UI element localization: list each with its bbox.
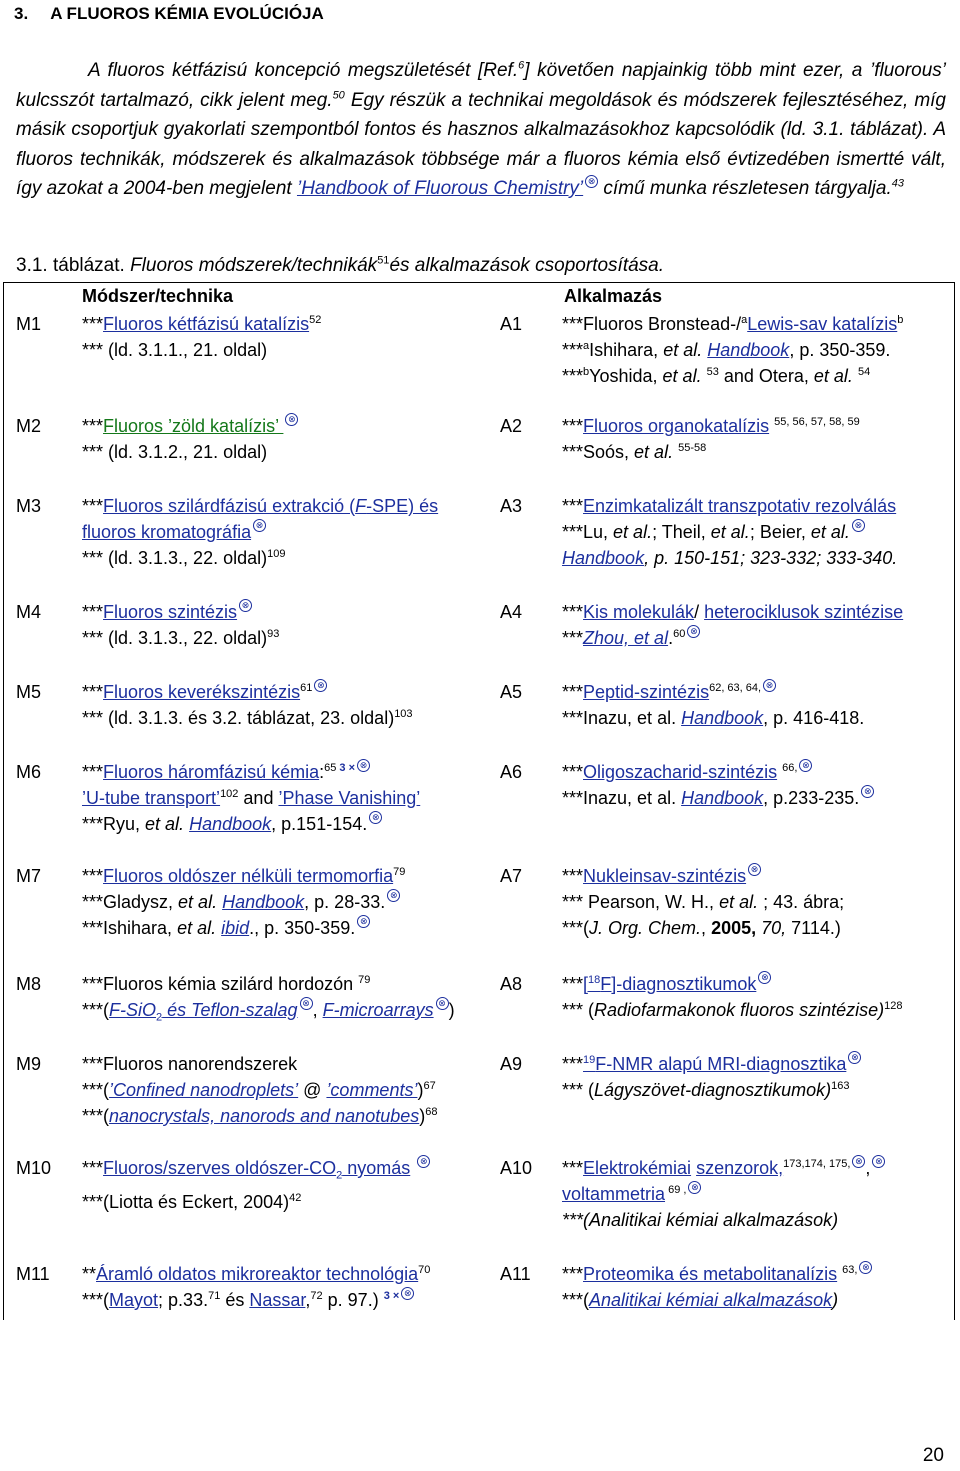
method-code: M5	[16, 682, 42, 702]
link-handbook[interactable]: Handbook	[707, 340, 790, 360]
reference-marker-icon[interactable]: ⊗	[748, 863, 761, 876]
reference-marker-icon[interactable]: ⊗	[357, 915, 370, 928]
m2-cell: ***Fluoros ’zöld katalízis’ ⊗ *** (ld. 3.1.2., 21. oldal)	[82, 413, 298, 465]
reference-marker-icon[interactable]: ⊗	[758, 971, 771, 984]
reference-marker-icon[interactable]: ⊗	[417, 1155, 430, 1168]
method-code: M3	[16, 496, 42, 516]
section-number: 3.	[14, 4, 29, 23]
m1-cell: ***Fluoros kétfázisú katalízis$^{52}$ *** (ld. 3.1.1., 21. oldal)	[82, 314, 322, 360]
a5-cell: ***Peptid-szintézis$^{62, 63, 64,}$ ⊗ ***Inazu, et al. Handbook, p. 416-418.	[562, 680, 865, 728]
link-handbook[interactable]: Handbook	[189, 814, 272, 834]
link-microarrays[interactable]: F-microarrays	[322, 1000, 434, 1020]
link-handbook[interactable]: Handbook	[681, 788, 764, 808]
handbook-link[interactable]: ’Handbook of Fluorous Chemistry’	[296, 178, 584, 199]
link-zhou[interactable]: Zhou, et al	[583, 628, 669, 648]
methods-table	[3, 282, 955, 1320]
a4-cell: ***Kis molekulák/ heterociklusok szintézise ***Zhou, et al.$^{60}$ ⊗	[562, 602, 904, 648]
reference-marker-icon[interactable]: ⊗	[687, 625, 700, 638]
link-microreactor[interactable]: Áramló oldatos mikroreaktor technológia	[96, 1264, 419, 1284]
reference-marker-icon[interactable]: ⊗	[300, 997, 313, 1010]
m8-cell: ***Fluoros kémia szilárd hordozón $^{79}$ ***(F-SiO$_2$ és Teflon-szalag ⊗ , F-microarrays ⊗ )	[82, 974, 455, 1024]
link-proteomics[interactable]: Proteomika és metabolitanalízis	[583, 1264, 838, 1284]
reference-marker-icon[interactable]: ⊗	[852, 519, 865, 532]
reference-marker-icon[interactable]: ⊗	[763, 679, 776, 692]
reference-marker-icon[interactable]: ⊗	[436, 997, 449, 1010]
link-ibid[interactable]: ibid	[221, 918, 250, 938]
link-fluorous-synthesis[interactable]: Fluoros szintézis	[103, 602, 238, 622]
reference-marker-icon[interactable]: ⊗	[872, 1155, 885, 1168]
table-caption: 3.1. táblázat. Fluoros módszerek/technikák$^{51}$és alkalmazások csoportosítása.	[16, 254, 665, 276]
method-code: M11	[16, 1264, 50, 1284]
link-enzymatic-resolution[interactable]: Enzimkatalizált transzpotativ rezolválás	[583, 496, 897, 516]
link-phase-vanishing[interactable]: ’Phase Vanishing’	[278, 788, 421, 808]
link-fspe[interactable]: Fluoros szilárdfázisú extrakció (F-SPE) és	[103, 496, 439, 516]
reference-marker-icon[interactable]: ⊗	[253, 519, 266, 532]
header-applications: Alkalmazás	[564, 286, 663, 306]
reference-marker-icon[interactable]: ⊗	[585, 175, 598, 188]
section-title: A FLUOROS KÉMIA EVOLÚCIÓJA	[50, 4, 324, 23]
method-code: M1	[16, 314, 42, 334]
application-code: A6	[500, 762, 523, 782]
reference-marker-icon[interactable]: ⊗	[848, 1051, 861, 1064]
link-nanocrystals[interactable]: nanocrystals, nanorods and nanotubes	[109, 1106, 420, 1126]
a3-cell: ***Enzimkatalizált transzpotativ rezolválás ***Lu, et al.; Theil, et al.; Beier, et al. ⊗ Handbook, p. 150-151; 323-332; 333-340.	[562, 496, 898, 568]
m11-cell: **Áramló oldatos mikroreaktor technológia$^{70}$ ***(Mayot; p.33.71 és Nassar,$^{72}$ p. 97.) $^{3 \times}$ ⊗	[82, 1264, 431, 1310]
link-oligosaccharide[interactable]: Oligoszacharid-szintézis	[583, 762, 778, 782]
link-mayot[interactable]: Mayot	[109, 1290, 159, 1310]
method-code: M4	[16, 602, 42, 622]
a1-cell: ***Fluoros Bronstead-/$^a$Lewis-sav katalízis$^b$ ***$^a$Ishihara, et al. Handbook, p. 350-359. ***$^b$Yoshida, et al. $^{53}$ and Otera, et al. $^{54}$	[562, 314, 904, 386]
link-organocatalysis[interactable]: Fluoros organokatalízis	[583, 416, 770, 436]
link-lewis-acid[interactable]: Lewis-sav katalízis	[747, 314, 898, 334]
link-handbook[interactable]: Handbook	[562, 548, 645, 568]
reference-marker-icon[interactable]: ⊗	[852, 1155, 865, 1168]
reference-marker-icon[interactable]: ⊗	[314, 679, 327, 692]
link-fluorous-biphasic[interactable]: Fluoros kétfázisú katalízis	[103, 314, 310, 334]
link-mixture-synthesis[interactable]: Fluoros keverékszintézis	[103, 682, 301, 702]
link-utube[interactable]: ’U-tube transport’	[82, 788, 221, 808]
application-code: A3	[500, 496, 523, 516]
m10-cell: ***Fluoros/szerves oldószer-$CO_2$ nyomás ⊗ ***(Liotta és Eckert, 2004)$^{42}$	[82, 1155, 430, 1215]
reference-marker-icon[interactable]: ⊗	[401, 1287, 414, 1300]
application-code: A9	[500, 1054, 523, 1074]
link-chromatography[interactable]: fluoros kromatográfia	[82, 522, 252, 542]
section-heading	[14, 4, 324, 24]
method-code: M2	[16, 416, 42, 436]
link-nucleic-acid[interactable]: Nukleinsav-szintézis	[583, 866, 747, 886]
reference-marker-icon[interactable]: ⊗	[387, 889, 400, 902]
a8-cell: ***[$^{18}$F]-diagnosztikumok ⊗ *** (Radiofarmakonok fluoros szintézise)$^{128}$	[562, 972, 903, 1020]
reference-marker-icon[interactable]: ⊗	[369, 811, 382, 824]
a10-cell: ***Elektrokémiai szenzorok,$^{173,174, 175,}$ ⊗ , ⊗ voltammetria $^{69 ,}$ ⊗ ***(Analitikai kémiai alkalmazások)	[562, 1155, 885, 1233]
reference-marker-icon[interactable]: ⊗	[688, 1181, 701, 1194]
reference-marker-icon[interactable]: ⊗	[239, 599, 252, 612]
m7-cell: ***Fluoros oldószer nélküli termomorfia$^{79}$ ***Gladysz, et al. Handbook, p. 28-33. ⊗ ***Ishihara, et al. ibid., p. 350-359. ⊗	[82, 866, 406, 938]
application-code: A8	[500, 974, 523, 994]
m6-cell: ***Fluoros háromfázisú kémia:$^{65}$ $^{3 \times}$ ⊗ ’U-tube transport’$^{102}$ and ’Phase Vanishing’ ***Ryu, et al. Handbook, p.151-154. ⊗	[82, 760, 421, 834]
method-code: M8	[16, 974, 42, 994]
application-code: A10	[500, 1158, 533, 1178]
link-analytical[interactable]: Analitikai kémiai alkalmazások	[589, 1290, 833, 1310]
application-code: A4	[500, 602, 523, 622]
application-code: A7	[500, 866, 523, 886]
link-handbook[interactable]: Handbook	[222, 892, 305, 912]
intro-paragraph: A fluoros kétfázisú koncepció megszületését [Ref.$^6$] követően napjainkig több mint ezer, a ’fluorous’ kulcsszót tartalmazó, cikk jelent meg.$^{50}$ Egy részük a technikai megoldások és módszerek fejlesztéséhez, míg másik csoportjuk gyakorlati szempontból fontos és hasznos alkalmazásokhoz kapcsolódik (ld. 3.1. táblázat). A fluoros technikák, módszerek és alkalmazások többsége már a fluoros kémia első évtizedében ismertté vált, így azokat a 2004-ben megjelent ’Handbook of Fluorous Chemistry’ ⊗ című munka részletesen tárgyalja.$^{43}$	[16, 59, 947, 199]
a11-cell: ***Proteomika és metabolitanalízis $^{63,}$ ⊗ ***(Analitikai kémiai alkalmazások)	[562, 1261, 872, 1313]
link-electrochemical[interactable]: Elektrokémiai	[583, 1158, 692, 1178]
application-code: A11	[500, 1264, 531, 1284]
reference-marker-icon[interactable]: ⊗	[357, 759, 370, 772]
link-18f-diagnostics[interactable]: [$^{18}$F]-diagnosztikumok	[583, 974, 757, 994]
link-handbook[interactable]: Handbook	[681, 708, 764, 728]
link-small-molecules[interactable]: Kis molekulák	[583, 602, 695, 622]
method-code: M7	[16, 866, 42, 886]
link-co2-pressure[interactable]: Fluoros/szerves oldószer-$CO_2$ nyomás	[103, 1158, 411, 1182]
link-fsio2[interactable]: F-SiO$_2$ és Teflon-szalag	[109, 1000, 298, 1024]
a2-cell: ***Fluoros organokatalízis $^{55, 56, 57, 58, 59}$ ***Soós, et al. $^{55-58}$	[562, 416, 860, 462]
reference-marker-icon[interactable]: ⊗	[861, 785, 874, 798]
m3-cell: ***Fluoros szilárdfázisú extrakció (F-SPE) és fluoros kromatográfia ⊗ *** (ld. 3.1.3., 22. oldal)$^{109}$	[82, 496, 439, 568]
m4-cell: ***Fluoros szintézis ⊗ *** (ld. 3.1.3., 22. oldal)$^{93}$	[82, 600, 280, 648]
link-peptide-synthesis[interactable]: Peptid-szintézis	[583, 682, 710, 702]
link-triphasic[interactable]: Fluoros háromfázisú kémia	[103, 762, 320, 782]
link-comments[interactable]: ’comments’	[326, 1080, 418, 1100]
application-code: A5	[500, 682, 523, 702]
method-code: M10	[16, 1158, 52, 1178]
reference-marker-icon[interactable]: ⊗	[799, 759, 812, 772]
a7-cell: ***Nukleinsav-szintézis ⊗ *** Pearson, W. H., et al. ; 43. ábra; ***(J. Org. Chem., 2005, 70, 7114.)	[562, 864, 845, 938]
a6-cell: ***Oligoszacharid-szintézis $^{66,}$ ⊗ ***Inazu, et al. Handbook, p.233-235. ⊗	[562, 759, 874, 811]
m9-cell: ***Fluoros nanorendszerek ***(’Confined nanodroplets’ @ ’comments’)$^{67}$ ***(nanocrystals, nanorods and nanotubes)$^{68}$	[82, 1054, 438, 1126]
method-code: M6	[16, 762, 42, 782]
reference-marker-icon[interactable]: ⊗	[285, 413, 298, 426]
link-heterocycles[interactable]: heterociklusok szintézise	[704, 602, 904, 622]
link-voltammetry[interactable]: voltammetria	[562, 1184, 666, 1204]
reference-marker-icon[interactable]: ⊗	[859, 1261, 872, 1274]
m5-cell: ***Fluoros keverékszintézis$^{61}$ ⊗ *** (ld. 3.1.3. és 3.2. táblázat, 23. oldal)$^{103}$	[82, 680, 413, 728]
a9-cell: ***$^{19}$F-NMR alapú MRI-diagnosztika ⊗ *** (Lágyszövet-diagnosztikumok)$^{163}$	[562, 1051, 861, 1103]
header-methods: Módszer/technika	[82, 286, 234, 306]
application-code: A2	[500, 416, 523, 436]
link-confined-nanodroplets[interactable]: ’Confined nanodroplets’	[109, 1080, 299, 1100]
link-green-catalysis[interactable]: Fluoros ’zöld katalízis’	[103, 416, 284, 436]
link-nassar[interactable]: Nassar	[249, 1290, 306, 1310]
application-code: A1	[500, 314, 523, 334]
link-thermomorphic[interactable]: Fluoros oldószer nélküli termomorfia	[103, 866, 394, 886]
link-19f-nmr[interactable]: $^{19}$F-NMR alapú MRI-diagnosztika	[583, 1054, 847, 1074]
link-sensors[interactable]: szenzorok,	[696, 1158, 784, 1178]
page-number: 20	[922, 1445, 944, 1466]
method-code: M9	[16, 1054, 42, 1074]
